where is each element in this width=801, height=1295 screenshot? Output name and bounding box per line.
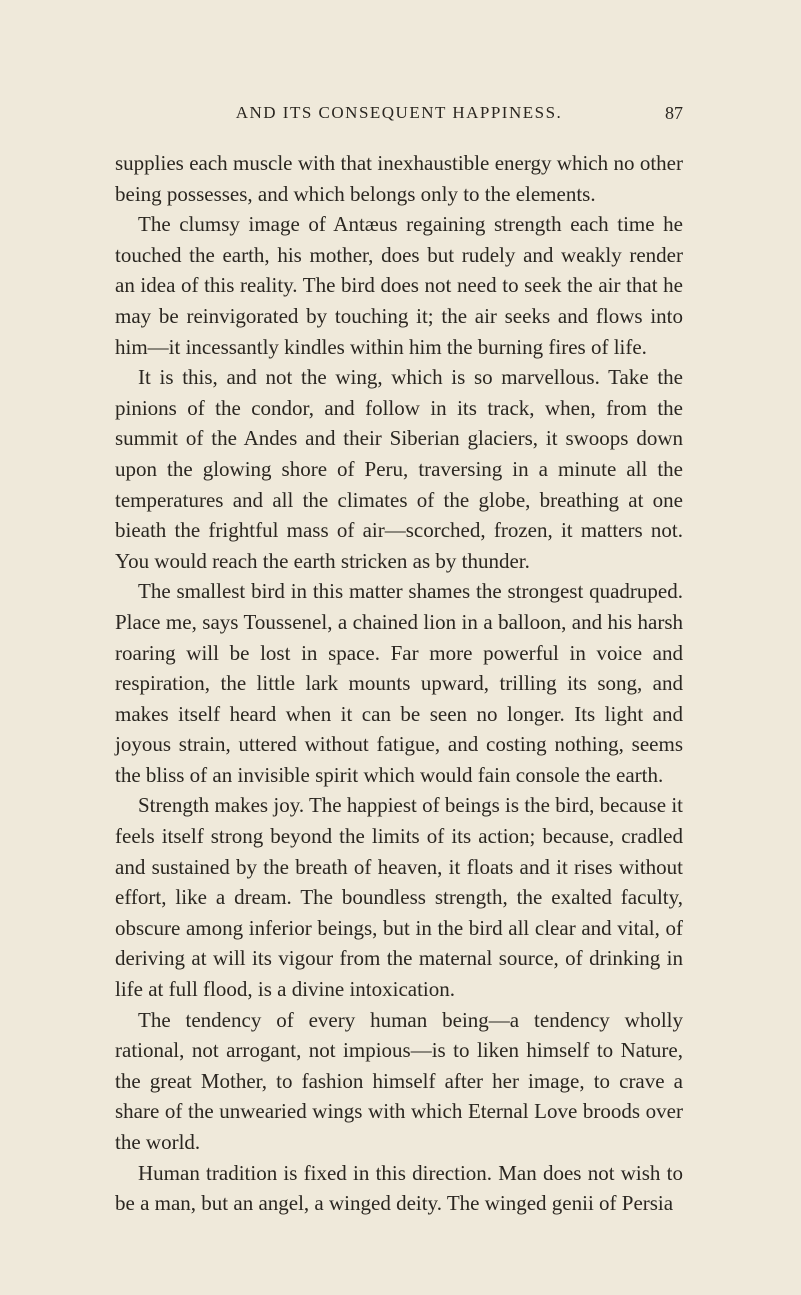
paragraph-human-tradition: Human tradition is fixed in this direction. Man does not wish to be a man, but an angel, a winged deity. The winged genii of Persia — [115, 1160, 683, 1216]
paragraph-antaeus: The clumsy image of Antæus regaining strength each time he touched the earth, his mother, does but rudely and weakly render an idea of this reality. The bird does not need to seek the air that he may be reinvigorated by touching it; the air seeks and flows into him—it incessantly kindles within him the burning fires of life. — [115, 212, 683, 359]
paragraph-strength-joy: Strength makes joy. The happiest of beings is the bird, because it feels itself strong beyond the limits of its action; because, cradled and sustained by the breath of heaven, it floats and it rises without effort, like a dream. The boundless strength, the exalted faculty, obscure among inferior beings, but in the bird all clear and vital, of deriving at will its vigour from the maternal source, of drinking in life at full flood, is a divine intoxication. — [115, 793, 683, 1002]
running-head — [115, 103, 683, 127]
running-title: AND ITS CONSEQUENT HAPPINESS. — [235, 103, 563, 122]
paragraph-lark: The smallest bird in this matter shames the strongest quadruped. Place me, says Toussenel, a chained lion in a balloon, and his harsh roaring will be lost in space. Far more powerful in voice and respiration, the little lark mounts upward, trilling its song, and makes itself heard when it can be seen no longer. Its light and joyous strain, uttered without fatigue, and costing nothing, seems the bliss of an invisible spirit which would fain console the earth. — [115, 579, 683, 787]
paragraph-continuation: supplies each muscle with that inexhaustible energy which no other being possesses, and which belongs only to the elements. — [115, 151, 683, 206]
body-text — [115, 148, 683, 1219]
paragraph-condor: It is this, and not the wing, which is so marvellous. Take the pinions of the condor, and follow in its track, when, from the summit of the Andes and their Siberian glaciers, it swoops down upon the glowing shore of Peru, traversing in a minute all the temperatures and all the climates of the globe, breathing at one bieath the frightful mass of air—scorched, frozen, it matters not. You would reach the earth stricken as by thunder. — [115, 365, 683, 573]
page-number: 87 — [665, 103, 683, 123]
paragraph-human-tendency: The tendency of every human being—a tendency wholly rational, not arrogant, not impious—is to liken himself to Nature, the great Mother, to fashion himself after her image, to crave a share of the unwearied wings with which Eternal Love broods over the world. — [115, 1007, 683, 1154]
